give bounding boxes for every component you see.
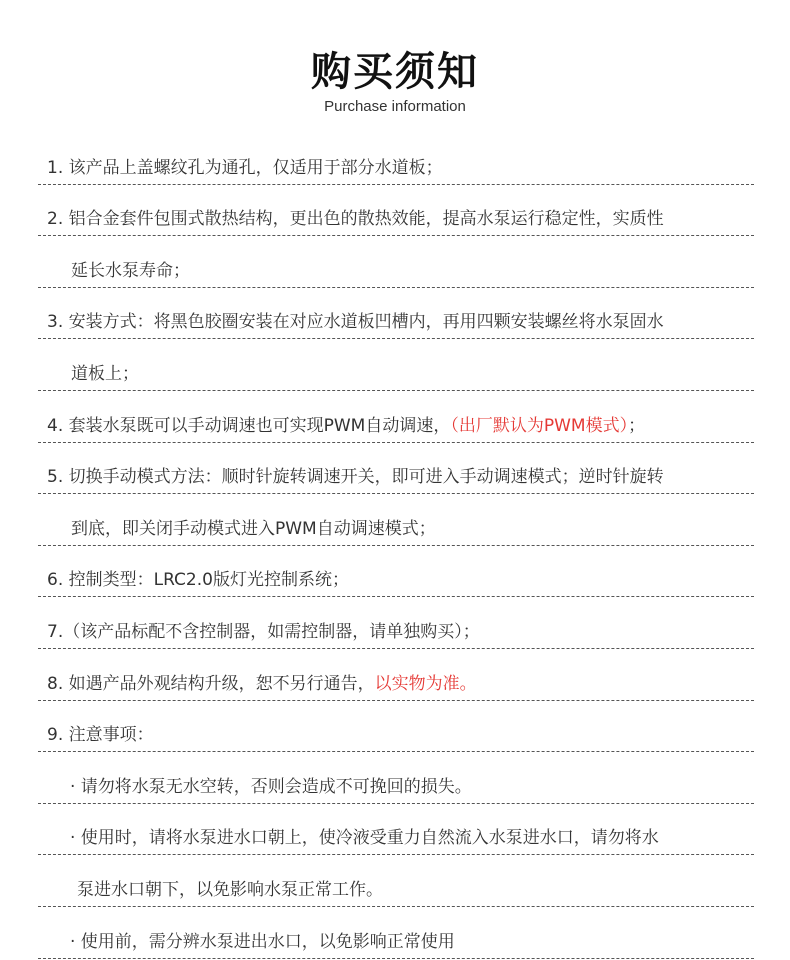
item-tail: ； (628, 415, 646, 436)
list-item (38, 701, 754, 753)
item-text: 1. 该产品上盖螺纹孔为通孔，仅适用于部分水道板； (47, 157, 443, 178)
list-item-continuation (38, 236, 754, 288)
item-text: · 使用时，请将水泵进水口朝上，使冷液受重力自然流入水泵进水口，请勿将水 (70, 828, 659, 849)
list-item (38, 288, 754, 340)
item-text: 8. 如遇产品外观结构升级，恕不另行通告， (47, 673, 375, 694)
item-text: 泵进水口朝下，以免影响水泵正常工作。 (77, 879, 383, 900)
item-text: · 请勿将水泵无水空转，否则会造成不可挽回的损失。 (70, 776, 472, 797)
list-subitem (38, 804, 754, 856)
item-text: 9. 注意事项： (47, 725, 154, 746)
page-subtitle: Purchase information (324, 98, 466, 115)
list-item (38, 597, 754, 649)
item-text: 到底，即关闭手动模式进入PWM自动调速模式； (71, 518, 436, 539)
list-subitem-continuation (38, 855, 754, 907)
item-text: 道板上； (71, 363, 139, 384)
list-item (38, 185, 754, 237)
list-item-continuation (38, 339, 754, 391)
item-text: 6. 控制类型：LRC2.0版灯光控制系统； (47, 570, 349, 591)
page-title: 购买须知 (311, 49, 479, 95)
list-subitem (38, 752, 754, 804)
list-item (38, 649, 754, 701)
item-line (47, 669, 477, 694)
notice-list (38, 133, 754, 959)
highlight-text: 以实物为准。 (374, 673, 477, 694)
item-text: 3. 安装方式：将黑色胶圈安装在对应水道板凹槽内，再用四颗安装螺丝将水泵固水 (47, 312, 664, 333)
item-line (47, 411, 645, 436)
item-text: · 使用前，需分辨水泵进出水口，以免影响正常使用 (70, 931, 455, 952)
highlight-text: （出厂默认为PWM模式） (450, 415, 629, 436)
item-text: 5. 切换手动模式方法：顺时针旋转调速开关，即可进入手动调速模式；逆时针旋转 (47, 467, 664, 488)
list-item (38, 391, 754, 443)
item-text: 延长水泵寿命； (71, 260, 190, 281)
list-item (38, 546, 754, 598)
item-text: 2. 铝合金套件包围式散热结构，更出色的散热效能，提高水泵运行稳定性，实质性 (47, 209, 664, 230)
list-item (38, 443, 754, 495)
item-text: 7.（该产品标配不含控制器，如需控制器，请单独购买）； (47, 621, 480, 642)
list-subitem (38, 907, 754, 959)
list-item-continuation (38, 494, 754, 546)
item-text: 4. 套装水泵既可以手动调速也可实现PWM自动调速， (47, 415, 451, 436)
list-item (38, 133, 754, 185)
